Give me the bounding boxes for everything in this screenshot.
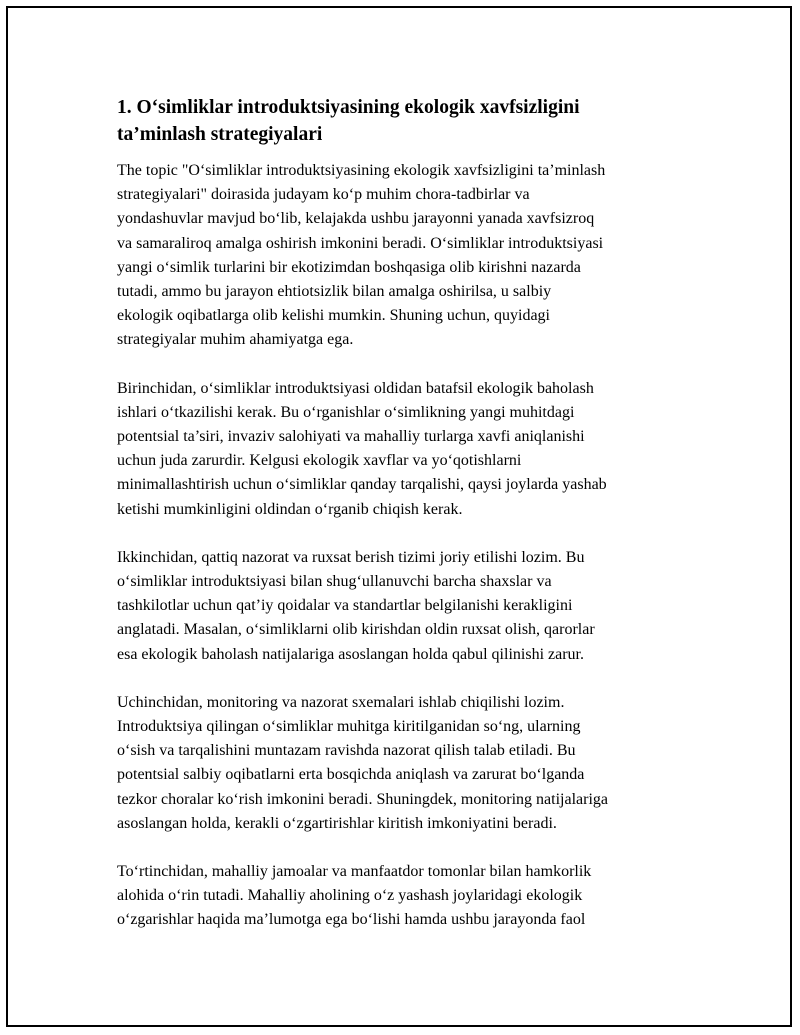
section-heading: 1. O‘simliklar introduktsiyasining ekologik xavfsizligini ta’minlash strategiyalari [117,97,580,145]
document-body [117,94,697,957]
paragraph-second: Ikkinchidan, qattiq nazorat va ruxsat berish tizimi joriy etilishi lozim. Bu o‘simliklar introduktsiyasi bilan shug‘ullanuvchi barcha shaxslar va tashkilotlar uchun qat’iy qoidalar va standartlar belgilanishi kerakligini anglatadi. Masalan, o‘simliklarni olib kirishdan oldin ruxsat olish, qarorlar esa ekologik baholash natijalariga asoslangan holda qabul qilinishi zarur. [117,548,595,663]
paragraph-intro: The topic "O‘simliklar introduktsiyasining ekologik xavfsizligini ta’minlash strategiyalari" doirasida judayam ko‘p muhim chora-tadbirlar va yondashuvlar mavjud bo‘lib, kelajakda ushbu jarayonni yanada xavfsizroq va samaraliroq amalga oshirish imkonini beradi. O‘simliklar introduktsiyasi yangi o‘simlik turlarini bir ekotizimdan boshqasiga olib kirishni nazarda tutadi, ammo bu jarayon ehtiotsizlik bilan amalga oshirilsa, u salbiy ekologik oqibatlarga olib kelishi mumkin. Shuning uchun, quyidagi strategiyalar muhim ahamiyatga ega. [117,162,606,349]
paragraph-first: Birinchidan, o‘simliklar introduktsiyasi oldidan batafsil ekologik baholash ishlari o‘tkazilishi kerak. Bu o‘rganishlar o‘simlikning yangi muhitdagi potentsial ta’siri, invaziv salohiyati va mahalliy turlarga xavfi aniqlanishi uchun juda zarurdir. Kelgusi ekologik xavflar va yo‘qotishlarni minimallashtirish uchun o‘simliklar qanday tarqalishi, qaysi joylarda yashab ketishi mumkinligini oldindan o‘rganib chiqish kerak. [117,379,607,518]
paragraph-fourth: To‘rtinchidan, mahalliy jamoalar va manfaatdor tomonlar bilan hamkorlik alohida o‘rin tutadi. Mahalliy aholining o‘z yashash joylaridagi ekologik o‘zgarishlar haqida ma’lumotga ega bo‘lishi hamda ushbu jarayonda faol [117,863,592,929]
paragraph-third: Uchinchidan, monitoring va nazorat sxemalari ishlab chiqilishi lozim. Introduktsiya qilingan o‘simliklar muhitga kiritilganidan so‘ng, ularning o‘sish va tarqalishini muntazam ravishda nazorat qilish talab etiladi. Bu potentsial salbiy oqibatlarni erta bosqichda aniqlash va zarurat bo‘lganda tezkor choralar ko‘rish imkonini beradi. Shuningdek, monitoring natijalariga asoslangan holda, kerakli o‘zgartirishlar kiritish imkoniyatini beradi. [117,693,608,832]
